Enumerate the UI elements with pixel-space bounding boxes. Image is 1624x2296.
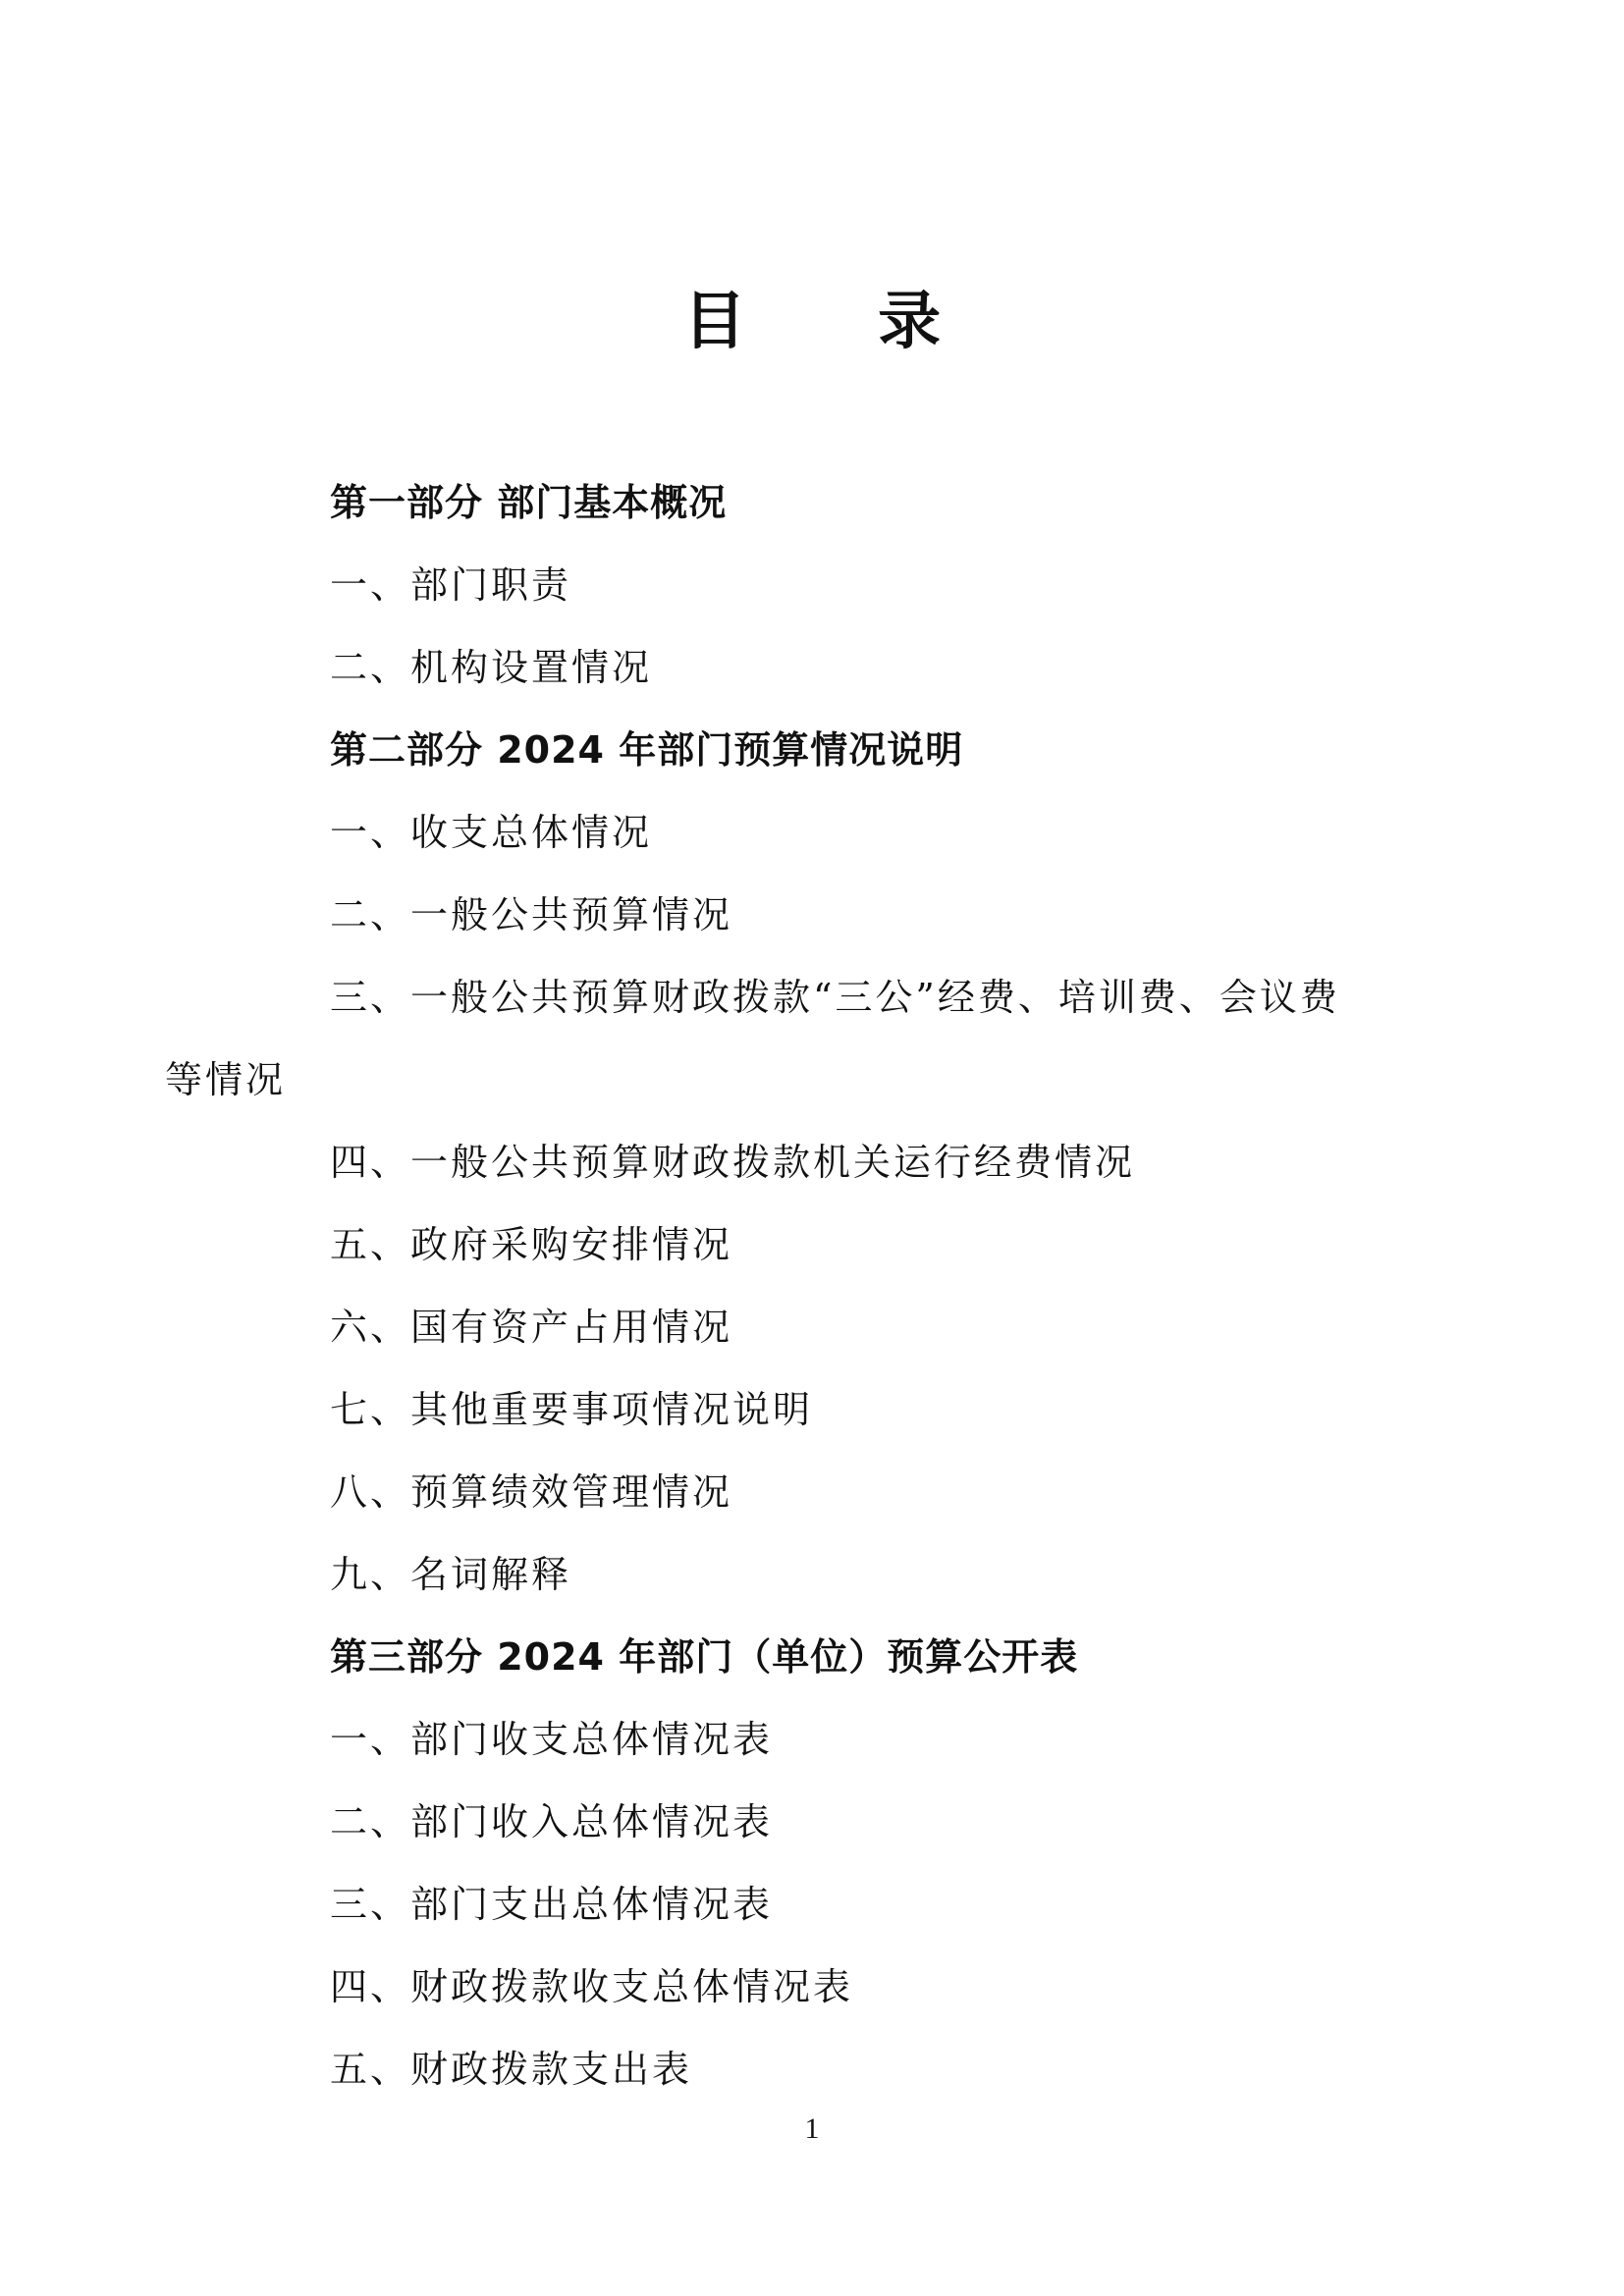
toc-entry: 八、预算绩效管理情况 [330, 1470, 733, 1514]
toc-entry: 一、部门收支总体情况表 [330, 1718, 774, 1761]
toc-entry: 七、其他重要事项情况说明 [330, 1388, 814, 1431]
toc-entry: 一、收支总体情况 [330, 811, 653, 854]
toc-entry: 六、国有资产占用情况 [330, 1306, 733, 1349]
toc-entry: 三、一般公共预算财政拨款“三公”经费、培训费、会议费 [330, 976, 1340, 1019]
toc-entry-continuation: 等情况 [165, 1058, 287, 1101]
toc-entry: 一、部门职责 [330, 563, 572, 607]
toc-part-3-heading: 第三部分 2024 年部门（单位）预算公开表 [330, 1635, 1079, 1679]
toc-entry: 二、一般公共预算情况 [330, 893, 733, 936]
toc-part-1-heading: 第一部分 部门基本概况 [330, 481, 728, 524]
toc-entry: 五、政府采购安排情况 [330, 1223, 733, 1266]
toc-entry: 四、财政拨款收支总体情况表 [330, 1965, 854, 2008]
toc-entry: 二、机构设置情况 [330, 646, 653, 689]
toc-entry: 三、部门支出总体情况表 [330, 1883, 774, 1926]
page-number: 1 [804, 2112, 820, 2145]
toc-part-2-heading: 第二部分 2024 年部门预算情况说明 [330, 728, 964, 772]
page-title: 目 录 [682, 286, 997, 358]
table-of-contents [165, 461, 1386, 2110]
toc-entry: 五、财政拨款支出表 [330, 2048, 693, 2091]
toc-entry: 九、名词解释 [330, 1553, 572, 1596]
toc-entry: 二、部门收入总体情况表 [330, 1800, 774, 1843]
toc-entry: 四、一般公共预算财政拨款机关运行经费情况 [330, 1141, 1136, 1184]
